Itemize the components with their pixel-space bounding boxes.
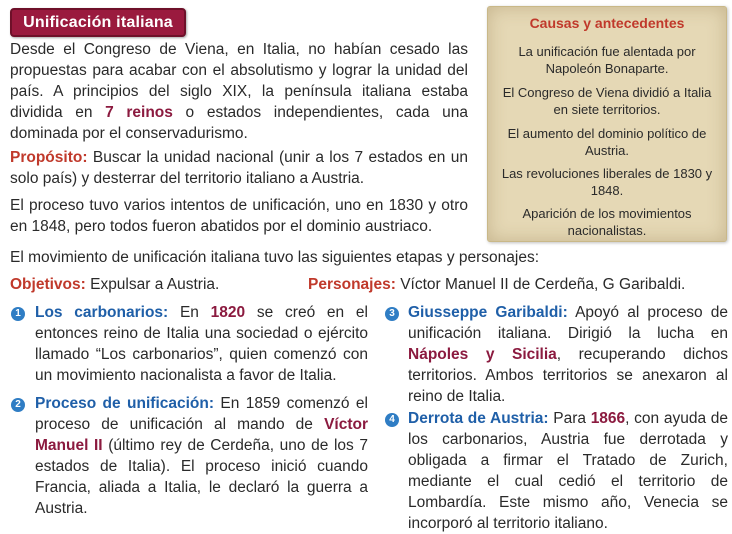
causes-box <box>487 6 727 242</box>
causes-title: Causas y antecedentes <box>529 15 685 31</box>
stage-highlight: 1866 <box>590 410 626 427</box>
stage-highlight: 1820 <box>210 304 246 321</box>
stage-text: Para <box>548 410 591 427</box>
page-title: Unificación italiana <box>10 8 186 37</box>
number-badge-icon: 1 <box>11 307 25 321</box>
purpose-paragraph <box>10 147 468 189</box>
personajes-line <box>308 274 685 295</box>
stage-text: , con ayuda de los carbonarios, Austria fue derrotada y obligada a firmar el Tratado de Zurich, mediante el cual cedió el territorio de Lombardía. Este mismo año, Venecia se incorporó al territorio italiano. <box>408 410 728 532</box>
intro-highlight-reinos: 7 reinos <box>105 104 173 121</box>
cause-item: La unificación fue alentada por Napoleón Bonaparte. <box>518 44 696 76</box>
stage-text: En <box>168 304 211 321</box>
intro-text-start: Desde el Congreso de Viena, en Italia, no habían cesado las propuestas para acabar con el absolutismo y lograr la unidad del país. A principios del siglo XIX, la península italiana estaba dividida en <box>10 41 468 121</box>
purpose-text: Buscar la unidad nacional (unir a los 7 estados en un solo país) y desterrar del territorio italiano a Austria. <box>10 149 468 187</box>
personajes-text: Víctor Manuel II de Cerdeña, G Garibaldi. <box>395 276 686 293</box>
stage-text: se creó en el entonces reino de Italia una sociedad o ejército llamado “Los carbonarios”, quien comenzó con un movimiento nacionalista a favor de Italia. <box>35 304 368 384</box>
number-badge-icon: 4 <box>385 413 399 427</box>
intro-paragraph <box>10 39 468 144</box>
stage-item-derrota <box>408 408 728 534</box>
stage-text: Apoyó al proceso de unificación italiana. Dirigió la lucha en <box>408 304 728 342</box>
objetivos-line <box>10 274 219 295</box>
process-paragraph: El proceso tuvo varios intentos de unificación, uno en 1830 y otro en 1848, pero todos fueron abatidos por el dominio austriaco. <box>10 197 468 235</box>
etapas-intro: El movimiento de unificación italiana tuvo las siguientes etapas y personajes: <box>10 249 540 266</box>
intro-text-end: o estados independientes, cada una dominada por el conservadurismo. <box>10 104 468 142</box>
cause-item: Aparición de los movimientos nacionalistas. <box>522 206 692 238</box>
stage-highlight: Víctor Manuel II <box>35 416 368 454</box>
stage-text: En 1859 comenzó el proceso de unificación al mando de <box>35 395 368 433</box>
stage-heading: Los carbonarios: <box>35 304 169 321</box>
cause-item: El aumento del dominio político de Austria. <box>507 126 707 158</box>
stage-item-proceso <box>35 393 368 519</box>
stage-item-carbonarios <box>35 302 368 386</box>
cause-item: El Congreso de Viena dividió a Italia en siete territorios. <box>502 85 712 117</box>
stage-text: , recuperando dichos territorios. Ambos territorios se anexaron al reino de Italia. <box>408 346 728 405</box>
stage-heading: Proceso de unificación: <box>35 395 215 412</box>
stage-item-garibaldi <box>408 302 728 407</box>
personajes-label: Personajes: <box>308 276 396 293</box>
number-badge-icon: 3 <box>385 307 399 321</box>
purpose-label: Propósito: <box>10 149 88 166</box>
stage-text: (último rey de Cerdeña, uno de los 7 estados de Italia). El proceso inició cuando Francia, aliada a Italia, le declaró la guerra a Austria. <box>35 437 368 517</box>
stage-heading: Giusseppe Garibaldi: <box>408 304 568 321</box>
cause-item: Las revoluciones liberales de 1830 y 1848. <box>501 166 713 198</box>
objetivos-label: Objetivos: <box>10 276 86 293</box>
stage-heading: Derrota de Austria: <box>408 410 549 427</box>
number-badge-icon: 2 <box>11 398 25 412</box>
objetivos-text: Expulsar a Austria. <box>85 276 220 293</box>
stage-highlight: Nápoles y Sicilia <box>408 346 557 363</box>
